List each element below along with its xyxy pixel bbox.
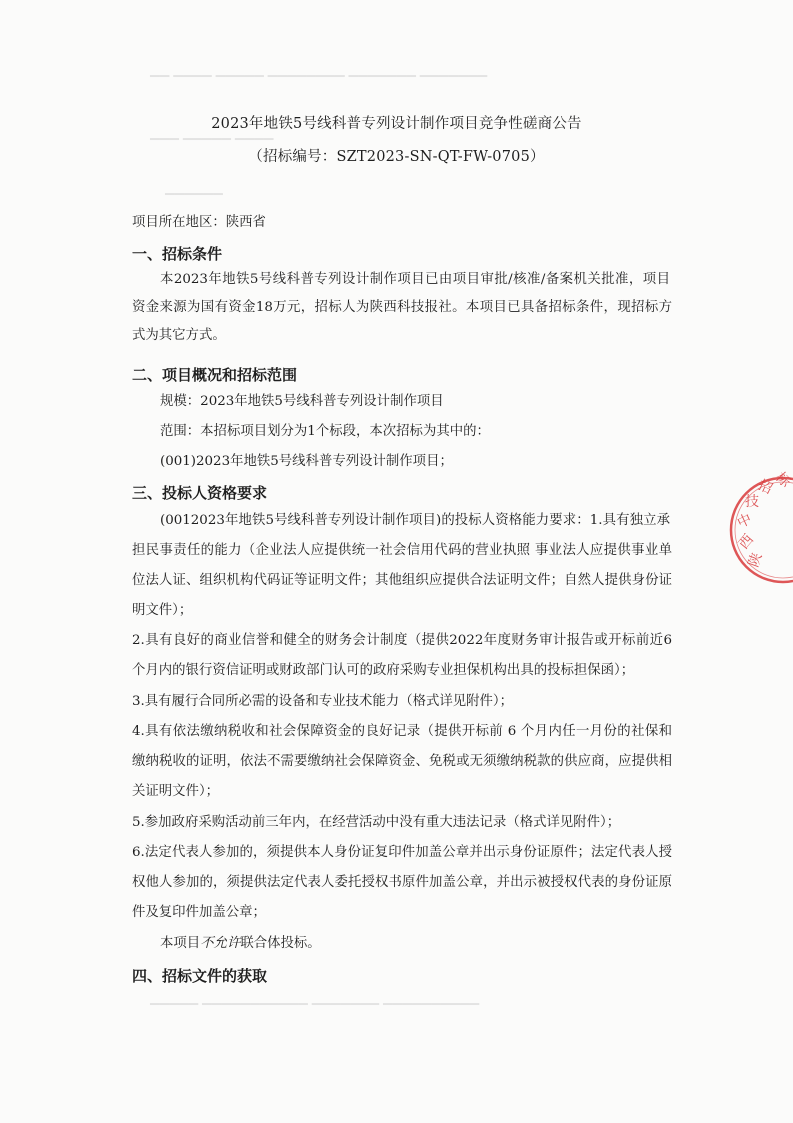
bleed-through-text: ▁▁▁ ▁▁▁▁▁ ▁▁▁▁	[150, 125, 274, 140]
body-line: 权他人参加的，须提供法定代表人委托授权书原件加盖公章，并出示被授权代表的身份证原	[132, 875, 672, 890]
section-heading: 四、招标文件的获取	[132, 967, 268, 985]
svg-text:西: 西	[735, 531, 758, 553]
body-line: 2.具有良好的商业信誉和健全的财务会计制度（提供2022年度财务审计报告或开标前近6	[132, 633, 672, 648]
body-line: 缴纳税收的证明，依法不需要缴纳社会保障资金、免税或无须缴纳税款的供应商，应提供相	[132, 754, 672, 769]
body-line: 本2023年地铁5号线科普专列设计制作项目已由项目审批/核准/备案机关批准，项目	[160, 272, 670, 287]
seal-icon	[713, 462, 793, 602]
section-heading: 三、投标人资格要求	[132, 484, 268, 502]
bleed-through-text: ▁▁ ▁▁▁▁ ▁▁▁▁▁ ▁▁▁▁▁▁▁▁ ▁▁▁▁▁▁▁ ▁▁▁▁▁▁▁	[150, 62, 488, 77]
svg-text:中: 中	[734, 511, 755, 532]
svg-text:陕: 陕	[745, 550, 766, 570]
body-line: (0012023年地铁5号线科普专列设计制作项目)的投标人资格能力要求：1.具有独立承	[160, 513, 670, 528]
notice-title: 2023年地铁5号线科普专列设计制作项目竞争性磋商公告	[211, 116, 582, 132]
body-line: 3.具有履行合同所必需的设备和专业技术能力（格式详见附件）；	[132, 694, 514, 709]
body-line: 个月内的银行资信证明或财政部门认可的政府采购专业担保机构出具的投标担保函）；	[132, 663, 635, 678]
body-line: 关证明文件）；	[132, 784, 220, 799]
body-line: 件及复印件加盖公章；	[132, 905, 266, 920]
svg-text:技: 技	[745, 494, 759, 510]
tender-number: （招标编号：SZT2023-SN-QT-FW-0705）	[248, 149, 545, 165]
body-line: 6.法定代表人参加的，须提供本人身份证复印件加盖公章并出示身份证原件；法定代表人授	[132, 845, 672, 860]
body-line: 范围：本招标项目划分为1个标段，本次招标为其中的：	[160, 424, 490, 439]
body-line: 4.具有依法缴纳税收和社会保障资金的良好记录（提供开标前 6 个月内任一月份的社保和	[132, 724, 672, 739]
consortium-after: 联合体投标。	[240, 936, 321, 951]
project-region: 项目所在地区：陕西省	[132, 215, 266, 230]
consortium-line	[160, 934, 700, 954]
body-line: 位法人证、组织机构代码证等证明文件；其他组织应提供合法证明文件；自然人提供身份证	[132, 573, 672, 588]
body-line: 5.参加政府采购活动前三年内，在经营活动中没有重大违法记录（格式详见附件）；	[132, 815, 621, 830]
body-line: 担民事责任的能力（企业法人应提供统一社会信用代码的营业执照 事业法人应提供事业单	[132, 543, 672, 558]
bleed-through-text: ▁▁▁▁▁ ▁▁▁▁▁▁▁▁▁▁▁ ▁▁▁▁▁▁▁ ▁▁▁▁▁▁▁▁▁▁	[150, 990, 480, 1005]
section-heading: 一、招标条件	[132, 245, 223, 263]
body-line: 规模：2023年地铁5号线科普专列设计制作项目	[160, 394, 444, 409]
section-heading: 二、项目概况和招标范围	[132, 366, 298, 384]
bleed-through-text: ▁▁▁▁▁▁	[165, 180, 223, 195]
consortium-before: 本项目	[160, 936, 201, 951]
official-seal	[713, 462, 793, 602]
body-line: 明文件）；	[132, 603, 193, 618]
body-line: 式为其它方式。	[132, 328, 226, 343]
body-line: 资金来源为国有资金18万元，招标人为陕西科技报社。本项目已具备招标条件，现招标方	[132, 300, 672, 315]
consortium-emphasis: 不允许	[200, 936, 241, 951]
svg-text:招: 招	[755, 477, 775, 498]
svg-text:标: 标	[772, 469, 793, 491]
body-line: (001)2023年地铁5号线科普专列设计制作项目；	[160, 454, 453, 469]
